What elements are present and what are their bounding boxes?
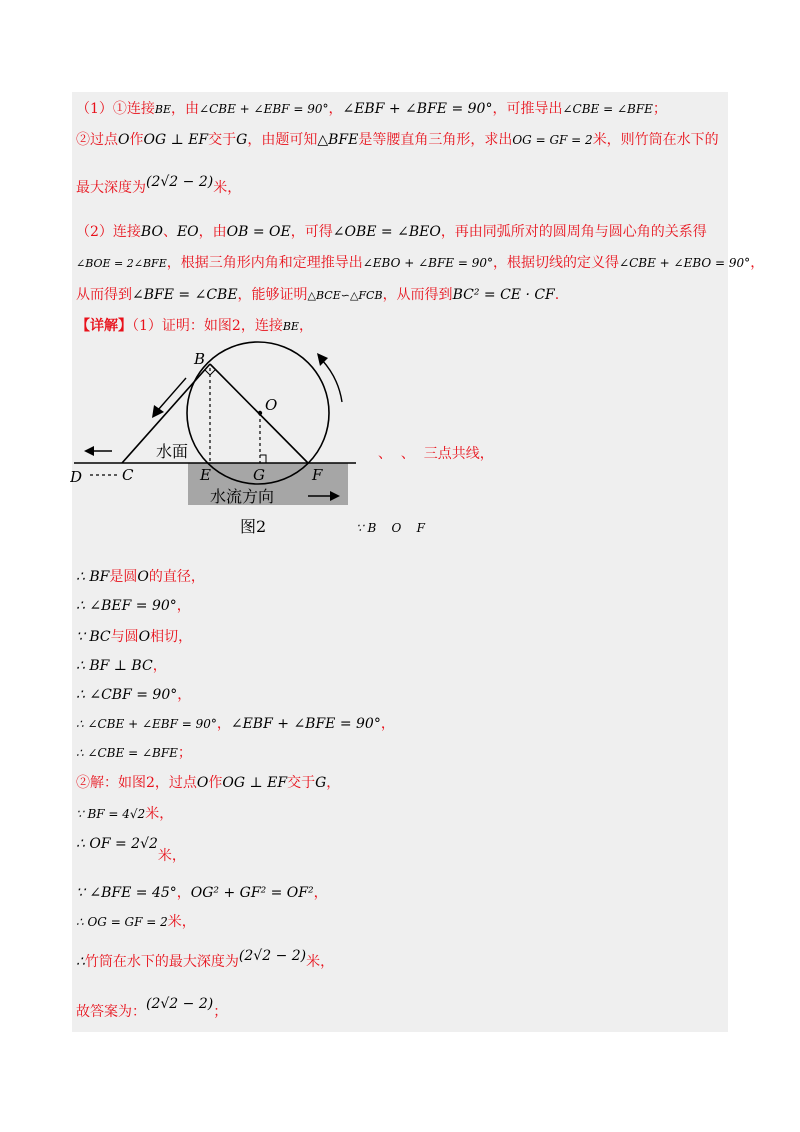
math: ∴ OF = 2√2	[76, 836, 158, 852]
text: ，由	[198, 224, 227, 240]
text: （2）连接	[76, 224, 141, 240]
text: 相切，	[150, 629, 193, 645]
analysis-line-6	[76, 284, 559, 304]
solution-line-2	[76, 803, 173, 823]
text: ②解：如图2，过点	[76, 775, 197, 791]
text: ，	[313, 885, 328, 901]
text: ，由题可知	[247, 132, 318, 148]
text: ，从而得到	[382, 287, 453, 303]
text: 与圆	[110, 629, 139, 645]
text: .	[554, 287, 560, 303]
text: 竹筒在水下的最大深度为	[84, 954, 239, 970]
math: △BCE∽△FCB	[307, 289, 383, 302]
math: ∴ ∠BEF = 90°	[76, 598, 177, 614]
math: ∠CBE = ∠BFE	[562, 102, 653, 116]
math: O	[196, 775, 209, 791]
proof-line-2	[76, 595, 191, 615]
math: ∠CBE + ∠EBF = 90°	[199, 102, 329, 116]
math: (2√2 − 2)	[146, 174, 214, 190]
math: ∴ BF	[76, 569, 110, 585]
math: BE	[282, 320, 299, 333]
math: ∴ ∠CBF = 90°	[76, 687, 178, 703]
text: 米，	[167, 914, 196, 930]
rotation-arrow-arc	[322, 360, 342, 402]
math: G	[236, 132, 248, 148]
math: (2√2 − 2)	[146, 996, 214, 1012]
text: 米，则竹筒在水下的	[592, 132, 719, 148]
math: ∴ ∠CBE + ∠EBF = 90°	[76, 717, 217, 731]
math: BO	[140, 224, 163, 240]
analysis-line-1	[76, 98, 667, 118]
math: ∵ BF = 4√2	[76, 807, 146, 821]
analysis-line-3	[76, 174, 242, 197]
analysis-line-4	[76, 221, 707, 241]
cb-arrow-icon	[152, 405, 164, 418]
text: ，再由同弧所对的圆周角与圆心角的关系得	[440, 224, 707, 240]
math: O	[118, 132, 130, 148]
math: G	[315, 775, 327, 791]
math: ∠BFE = ∠CBE	[132, 287, 238, 303]
text: ，	[750, 255, 765, 271]
text: ，	[298, 318, 313, 334]
text: 、	[162, 224, 177, 240]
collinear-line	[378, 443, 494, 463]
point-o	[258, 411, 262, 415]
text: ，由	[171, 101, 200, 117]
math: OB = OE	[226, 224, 291, 240]
math: O	[138, 629, 151, 645]
because-bof: ∵ B O F	[356, 521, 425, 535]
text: ，	[216, 716, 231, 732]
math: OG = GF = 2	[512, 133, 593, 147]
text: ；	[177, 745, 192, 761]
text: 、 、 三点共线，	[378, 446, 494, 462]
text: ，	[177, 687, 192, 703]
text: ，	[176, 885, 191, 901]
math: ∵ BC	[76, 629, 111, 645]
text: 作	[208, 775, 223, 791]
label-c: C	[122, 466, 134, 484]
proof-line-6	[76, 713, 395, 733]
text: 作	[129, 132, 144, 148]
text: ，根据切线的定义得	[493, 255, 620, 271]
label-e: E	[200, 466, 211, 484]
text: 是等腰直角三角形，求出	[358, 132, 513, 148]
text: ；	[213, 1004, 228, 1020]
math: △BFE	[317, 132, 359, 148]
math: OG ⊥ EF	[143, 132, 209, 148]
math: ∠EBF + ∠BFE = 90°	[230, 716, 381, 732]
analysis-line-5	[76, 252, 764, 272]
proof-line-3	[76, 626, 192, 646]
math: ∠BOE = 2∠BFE	[76, 257, 167, 270]
solution-line-5	[76, 911, 196, 931]
text: ，	[176, 598, 191, 614]
math: OG² + GF² = OF²	[190, 885, 314, 901]
math: ∵ ∠BFE = 45°	[76, 885, 177, 901]
math: ∠EBF + ∠BFE = 90°	[342, 101, 493, 117]
math: (2√2 − 2)	[238, 948, 307, 964]
solution-line-4	[76, 882, 328, 902]
text: 从而得到	[76, 287, 132, 303]
text: ，根据三角形内角和定理推导出	[166, 255, 363, 271]
text: ，可得	[290, 224, 333, 240]
proof-line-7	[76, 742, 192, 762]
text: ，可推导出	[492, 101, 563, 117]
solution-line-7	[76, 996, 228, 1021]
math: ∴ ∠CBE = ∠BFE	[76, 746, 178, 760]
text: 的直径，	[148, 569, 205, 585]
math: O	[137, 569, 149, 585]
text: ，	[152, 658, 167, 674]
left-arrow-icon	[84, 446, 94, 456]
cb-arrow-shaft	[158, 378, 186, 410]
text: 故答案为：	[76, 1004, 146, 1020]
figure-caption: 图2	[240, 517, 267, 536]
analysis-line-2	[76, 129, 719, 149]
math: BC² = CE · CF	[452, 287, 555, 303]
math: ∠EBO + ∠BFE = 90°	[362, 256, 494, 270]
solution-line-1	[76, 772, 340, 792]
label-o: O	[265, 396, 278, 414]
text: 米，	[213, 180, 242, 196]
math: EO	[176, 224, 199, 240]
label-b: B	[194, 350, 206, 368]
label-d: D	[70, 468, 83, 486]
text: ；	[652, 101, 667, 117]
proof-line-4	[76, 655, 167, 675]
label-f: F	[312, 466, 323, 484]
label-g: G	[253, 466, 265, 484]
text: 米，	[157, 848, 186, 864]
label-water-surface: 水面	[156, 442, 189, 461]
text: ，	[328, 101, 343, 117]
text: ，	[326, 775, 341, 791]
text: 最大深度为	[76, 180, 146, 196]
text: ②过点	[76, 132, 118, 148]
text: （1）①连接	[76, 101, 155, 117]
text: ，能够证明	[237, 287, 308, 303]
math: ∴ OG = GF = 2	[76, 915, 168, 929]
math: ∠CBE + ∠EBO = 90°	[619, 256, 751, 270]
proof-line-5	[76, 684, 191, 704]
text: 是圆	[109, 569, 138, 585]
text: 米，	[145, 806, 174, 822]
math: ∴ BF ⊥ BC	[76, 658, 153, 674]
text: 米，	[306, 954, 335, 970]
math: BE	[154, 103, 172, 116]
text: 交于	[208, 132, 237, 148]
solution-line-3	[76, 833, 186, 864]
right-angle-g	[260, 455, 266, 463]
detail-heading-line	[76, 315, 313, 335]
math: OG ⊥ EF	[222, 775, 288, 791]
solution-line-6	[76, 948, 335, 971]
math: ∠OBE = ∠BEO	[332, 224, 441, 240]
proof-line-1	[76, 566, 205, 586]
detail-heading: 【详解】	[76, 318, 132, 334]
text: 交于	[287, 775, 316, 791]
text: （1）证明：如图2，连接	[132, 318, 283, 334]
math: ∴	[76, 954, 85, 970]
label-flow-direction: 水流方向	[210, 487, 275, 506]
figure-2	[70, 340, 370, 545]
text: ，	[380, 716, 395, 732]
